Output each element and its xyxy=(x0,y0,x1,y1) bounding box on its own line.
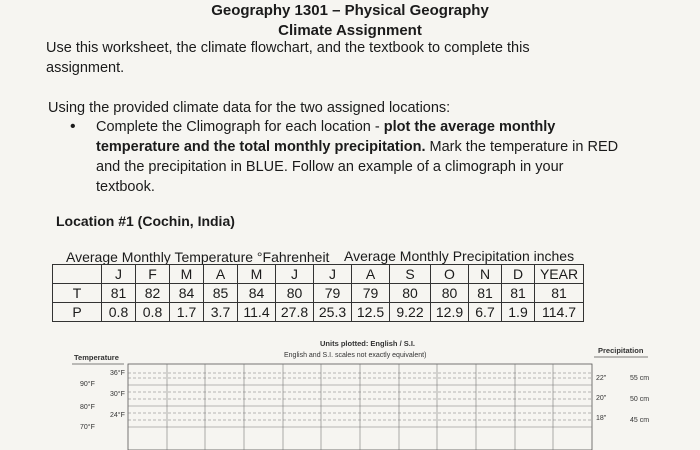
table-cell: 80 xyxy=(390,284,431,303)
bullet-line-4: textbook. xyxy=(96,179,155,195)
assignment-title: Climate Assignment xyxy=(278,22,422,39)
table-cell: 12.5 xyxy=(352,303,390,322)
month-header: J xyxy=(276,265,314,284)
table-cell: 0.8 xyxy=(102,303,136,322)
bullet-icon: • xyxy=(70,118,76,135)
month-header: M xyxy=(170,265,204,284)
precip-in-label: 20" xyxy=(596,395,607,402)
table-cell: 84 xyxy=(170,284,204,303)
bullet-text-start: Complete the Climograph for each location - xyxy=(96,119,384,135)
temp-c-label: 30°F xyxy=(110,391,125,398)
temp-c-label: 36°F xyxy=(110,370,125,377)
intro-line-1: Use this worksheet, the climate flowchart, and the textbook to complete this xyxy=(46,40,530,56)
month-header: N xyxy=(469,265,502,284)
table-corner-cell xyxy=(53,265,102,284)
year-header: YEAR xyxy=(535,265,584,284)
table-cell: 1.9 xyxy=(502,303,535,322)
month-header: A xyxy=(204,265,238,284)
table-cell: 80 xyxy=(276,284,314,303)
table-cell: 12.9 xyxy=(431,303,469,322)
temp-f-label: 90°F xyxy=(80,381,95,388)
temp-heading: Average Monthly Temperature °Fahrenheit xyxy=(66,249,330,265)
bullet-bold-1: plot the average monthly xyxy=(383,119,556,135)
course-title: Geography 1301 – Physical Geography xyxy=(211,2,489,19)
table-cell: 11.4 xyxy=(238,303,276,322)
precip-in-label: 22" xyxy=(596,375,607,382)
month-header: J xyxy=(314,265,352,284)
bullet-bold-2: temperature and the total monthly precipitation. xyxy=(96,139,426,155)
table-cell: 114.7 xyxy=(535,303,584,322)
temp-c-label: 24°F xyxy=(110,412,125,419)
table-cell: 9.22 xyxy=(390,303,431,322)
units-line-1: Units plotted: English / S.I. xyxy=(320,340,415,348)
precip-cm-label: 55 cm xyxy=(630,375,650,382)
climate-data-table xyxy=(52,264,584,322)
month-header: J xyxy=(102,265,136,284)
month-header: F xyxy=(136,265,170,284)
instruction-bullet xyxy=(96,117,656,197)
grid-vertical xyxy=(167,364,553,450)
bullet-text-2: Mark the temperature in RED xyxy=(425,139,619,155)
precip-cm-label: 45 cm xyxy=(630,417,650,424)
row-label: T xyxy=(53,284,102,303)
intro-line-2: assignment. xyxy=(46,60,125,76)
instructions-lead: Using the provided climate data for the two assigned locations: xyxy=(48,100,451,116)
table-cell: 79 xyxy=(352,284,390,303)
table-row-temperature xyxy=(53,284,584,303)
month-header: M xyxy=(238,265,276,284)
table-cell: 81 xyxy=(102,284,136,303)
bullet-line-3: and the precipitation in BLUE. Follow an example of a climograph in your xyxy=(96,159,564,175)
table-cell: 80 xyxy=(431,284,469,303)
table-cell: 3.7 xyxy=(204,303,238,322)
blank-climograph xyxy=(58,340,658,450)
month-header: D xyxy=(502,265,535,284)
month-header: A xyxy=(352,265,390,284)
right-axis-title: Precipitation xyxy=(598,346,644,355)
temp-f-label: 70°F xyxy=(80,424,95,431)
precip-cm-label: 50 cm xyxy=(630,396,650,403)
table-cell: 84 xyxy=(238,284,276,303)
table-cell: 85 xyxy=(204,284,238,303)
table-cell: 81 xyxy=(535,284,584,303)
table-header-row xyxy=(53,265,584,284)
table-cell: 79 xyxy=(314,284,352,303)
precip-in-label: 18" xyxy=(596,415,607,422)
table-cell: 0.8 xyxy=(136,303,170,322)
units-line-2: English and S.I. scales not exactly equivalent) xyxy=(284,352,427,359)
table-cell: 81 xyxy=(502,284,535,303)
row-label: P xyxy=(53,303,102,322)
table-cell: 27.8 xyxy=(276,303,314,322)
month-header: S xyxy=(390,265,431,284)
table-cell: 25.3 xyxy=(314,303,352,322)
table-cell: 6.7 xyxy=(469,303,502,322)
precip-heading: Average Monthly Precipitation inches xyxy=(344,248,575,264)
table-row-precipitation xyxy=(53,303,584,322)
table-cell: 81 xyxy=(469,284,502,303)
left-axis-title: Temperature xyxy=(74,353,119,362)
month-header: O xyxy=(431,265,469,284)
intro-paragraph xyxy=(46,38,530,78)
table-cell: 82 xyxy=(136,284,170,303)
table-cell: 1.7 xyxy=(170,303,204,322)
location-label: Location #1 (Cochin, India) xyxy=(56,213,235,229)
temp-f-label: 80°F xyxy=(80,404,95,411)
